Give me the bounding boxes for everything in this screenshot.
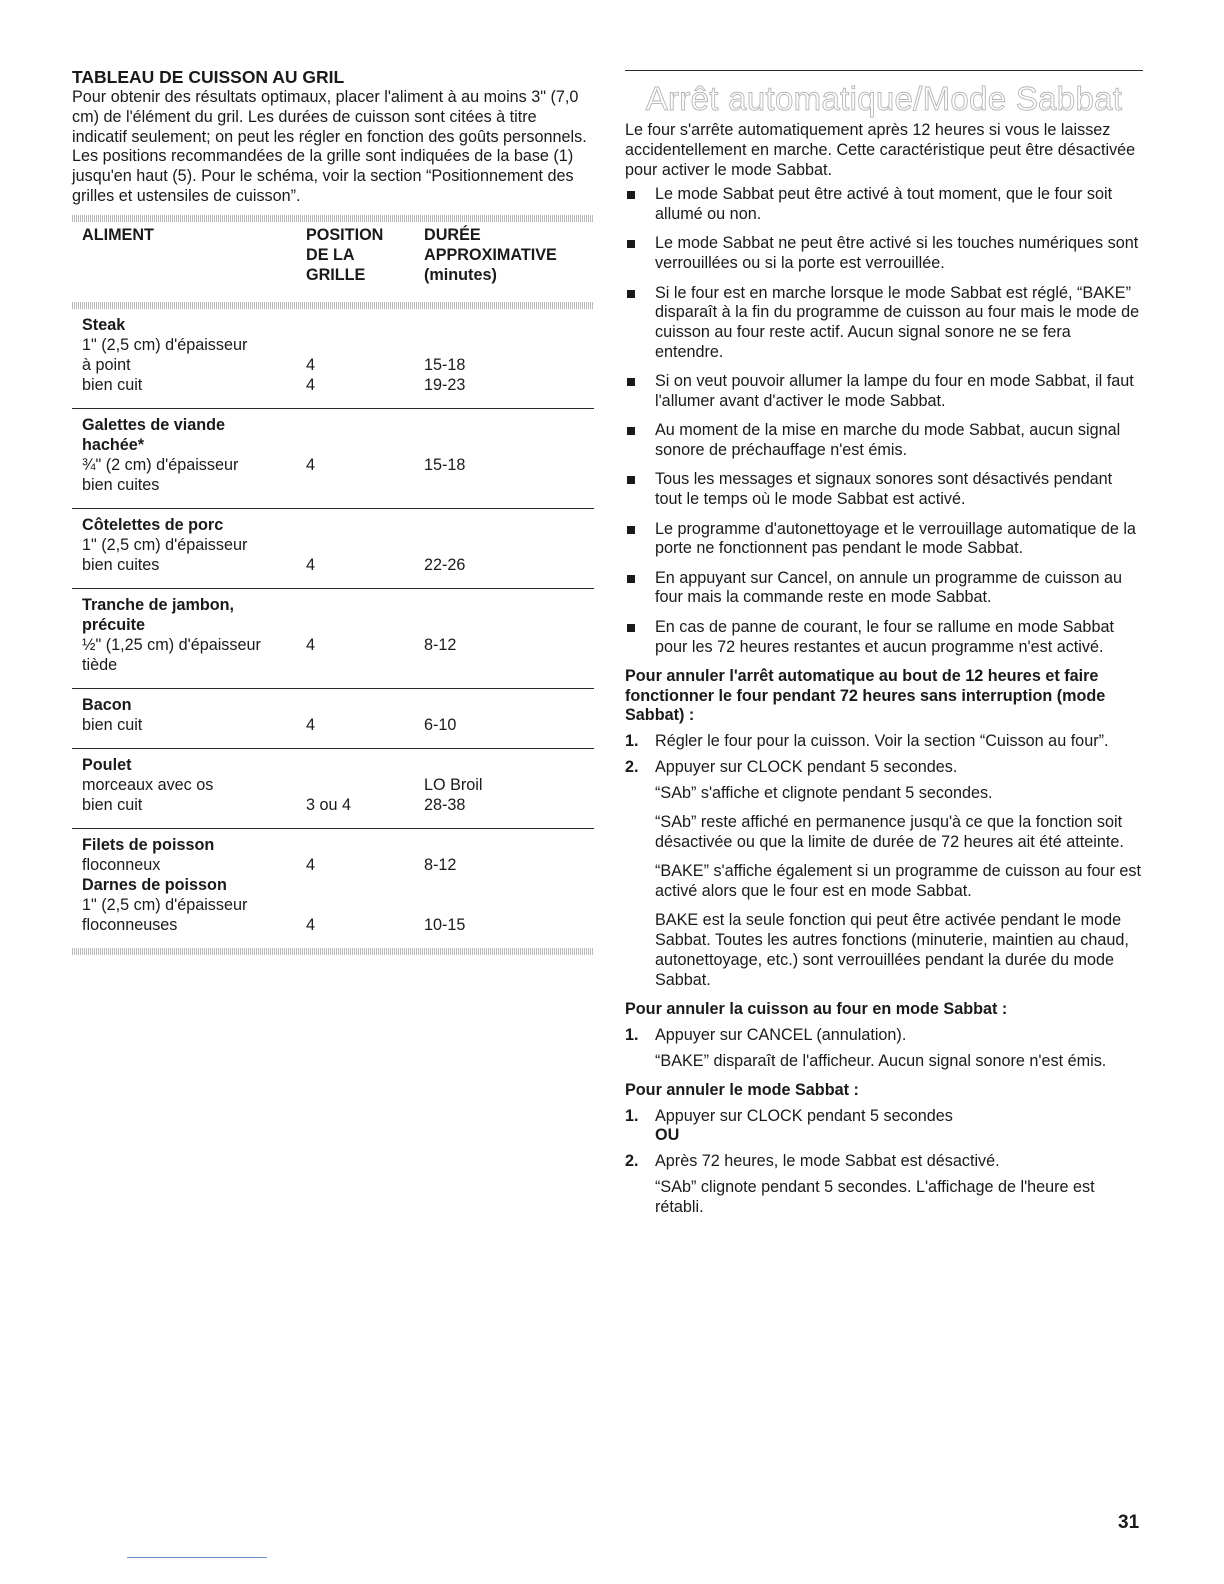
bullet-square-icon [627, 240, 635, 248]
bullet-square-icon [627, 290, 635, 298]
broil-chart-intro: Pour obtenir des résultats optimaux, placer l'aliment à au moins 3" (7,0 cm) de l'élément du gril. Les durées de cuisson sont citées à titre indicatif seulement; on peut les régler en fonction des goûts personnels. Les positions recommandées de la grille sont indiquées de la base (1) jusqu'en haut (5). Pour le schéma, voir la section “Positionnement des grilles et ustensiles de cuisson”. [72, 88, 587, 205]
bullet-square-icon [627, 526, 635, 534]
section1-note: “BAKE” s'affiche également si un programme de cuisson au four est activé alors que le four est en mode Sabbat. [655, 862, 1141, 900]
table-row [72, 828, 594, 948]
table-row [72, 588, 594, 688]
bullet-square-icon [627, 476, 635, 484]
list-item [625, 234, 1143, 274]
table-row [72, 688, 594, 748]
section1-note: “SAb” s'affiche et clignote pendant 5 secondes. [655, 783, 993, 802]
step-text: Après 72 heures, le mode Sabbat est désactivé. [655, 1152, 1000, 1171]
food-position: 4 [306, 715, 316, 734]
bullet-text: Si le four est en marche lorsque le mode Sabbat est réglé, “BAKE” disparaît à la fin du programme de cuisson au four mais le mode de cuisson au four reste actif. Aucun signal sonore ne se fera entendre. [655, 283, 1140, 361]
section3-heading: Pour annuler le mode Sabbat : [625, 1080, 859, 1099]
food-detail: ½" (1,25 cm) d'épaisseur tiède [82, 635, 261, 674]
step-number: 1. [625, 1106, 639, 1125]
food-detail-2: 1" (2,5 cm) d'épaisseur floconneuses [82, 895, 248, 934]
step-number: 2. [625, 758, 639, 777]
bullet-text: Si on veut pouvoir allumer la lampe du four en mode Sabbat, il faut l'allumer avant d'activer le mode Sabbat. [655, 372, 1134, 411]
list-item [625, 185, 1143, 225]
section2-note: “BAKE” disparaît de l'afficheur. Aucun signal sonore n'est émis. [655, 1051, 1107, 1070]
section3-step-1 [625, 1107, 1143, 1147]
bullet-text: Le mode Sabbat ne peut être activé si les touches numériques sont verrouillées ou si la porte est verrouillée. [655, 234, 1139, 273]
bullet-text: Le mode Sabbat peut être activé à tout moment, que le four soit allumé ou non. [655, 185, 1113, 224]
list-item [625, 470, 1143, 510]
food-title: Bacon [82, 695, 132, 714]
food-detail: floconneux [82, 855, 161, 874]
table-row [72, 309, 594, 409]
food-time: 15-18 19-23 [424, 355, 466, 394]
food-time: 8-12 [424, 855, 457, 874]
section2-step-1 [625, 1026, 1143, 1046]
section1-heading: Pour annuler l'arrêt automatique au bout de 12 heures et faire fonctionner le four pendant 72 heures sans interruption (mode Sabbat) : [625, 666, 1106, 725]
bullet-text: Au moment de la mise en marche du mode Sabbat, aucun signal sonore de préchauffage n'est émis. [655, 421, 1121, 460]
bullet-text: Tous les messages et signaux sonores sont désactivés pendant tout le temps où le mode Sabbat est activé. [655, 470, 1113, 509]
table-bottom-rule [72, 948, 594, 955]
food-detail: bien cuit [82, 715, 143, 734]
broil-chart-title: TABLEAU DE CUISSON AU GRIL [72, 67, 345, 87]
sabbath-intro: Le four s'arrête automatiquement après 12 heures si vous le laissez accidentellement en marche. Cette caractéristique peut être désactivée pour activer le mode Sabbat. [625, 121, 1136, 179]
food-position: 4 4 [306, 355, 316, 394]
header-food-text: ALIMENT [82, 225, 154, 244]
food-title: Steak [82, 315, 126, 334]
section1-step-1 [625, 732, 1143, 752]
bullet-text: En cas de panne de courant, le four se rallume en mode Sabbat pour les 72 heures restantes et aucun programme n'est activé. [655, 617, 1114, 656]
table-header-row [72, 222, 594, 302]
list-item [625, 421, 1143, 461]
food-title-2: Darnes de poisson [82, 875, 227, 894]
food-position: 4 [306, 555, 316, 574]
step-number: 1. [625, 1025, 639, 1044]
food-detail: ¾" (2 cm) d'épaisseur bien cuites [82, 455, 239, 494]
food-title: Tranche de jambon, précuite [82, 595, 235, 634]
food-time: 8-12 [424, 635, 457, 654]
section1-note: “SAb” reste affiché en permanence jusqu'à ce que la fonction soit désactivée ou que la limite de durée de 72 heures ait été atteinte. [655, 813, 1124, 851]
step-text: Régler le four pour la cuisson. Voir la section “Cuisson au four”. [655, 732, 1109, 751]
section1-step-2 [625, 758, 1143, 778]
food-detail: morceaux avec os bien cuit [82, 775, 214, 814]
header-time-text: DURÉE APPROXIMATIVE (minutes) [424, 225, 557, 284]
food-time: 15-18 [424, 455, 466, 474]
food-time: 22-26 [424, 555, 466, 574]
food-position: 3 ou 4 [306, 795, 352, 814]
section3-note: “SAb” clignote pendant 5 secondes. L'affichage de l'heure est rétabli. [655, 1178, 1095, 1216]
food-title: Côtelettes de porc [82, 515, 224, 534]
sabbath-bullets [625, 185, 1143, 657]
footer-blue-line [127, 1557, 267, 1558]
bullet-square-icon [627, 427, 635, 435]
table-row [72, 508, 594, 588]
food-time-2: 10-15 [424, 915, 466, 934]
list-item [625, 520, 1143, 560]
table-top-rule [72, 215, 594, 222]
section2-heading: Pour annuler la cuisson au four en mode Sabbat : [625, 999, 1008, 1018]
broil-chart-section [72, 66, 594, 955]
bullet-square-icon [627, 575, 635, 583]
header-food [72, 222, 306, 302]
step-text: Appuyer sur CANCEL (annulation). [655, 1025, 907, 1044]
sabbath-title: Arrêt automatique/Mode Sabbat [645, 80, 1123, 117]
section1-note: BAKE est la seule fonction qui peut être activée pendant le mode Sabbat. Toutes les autres fonctions (minuterie, maintien au chaud, autonettoyage, etc.) sont verrouillées pendant la durée du mode Sabbat. [655, 911, 1129, 989]
food-position: 4 [306, 635, 316, 654]
sabbath-section [625, 70, 1143, 1227]
step-number: 1. [625, 732, 639, 751]
food-title: Filets de poisson [82, 835, 215, 854]
food-position-2: 4 [306, 915, 316, 934]
list-item [625, 284, 1143, 363]
bullet-text: Le programme d'autonettoyage et le verrouillage automatique de la porte ne fonctionnent pas pendant le mode Sabbat. [655, 519, 1136, 558]
step-text: Appuyer sur CLOCK pendant 5 secondes. [655, 758, 958, 777]
bullet-square-icon [627, 191, 635, 199]
bullet-square-icon [627, 378, 635, 386]
food-time: LO Broil 28-38 [424, 775, 483, 814]
list-item [625, 372, 1143, 412]
header-hatch-rule [72, 302, 594, 309]
header-time [424, 222, 594, 302]
bullet-square-icon [627, 624, 635, 632]
food-position: 4 [306, 855, 316, 874]
step-text: Appuyer sur CLOCK pendant 5 secondes [655, 1106, 953, 1125]
bullet-text: En appuyant sur Cancel, on annule un programme de cuisson au four mais la commande reste en mode Sabbat. [655, 568, 1123, 607]
food-position: 4 [306, 455, 316, 474]
section-top-rule [625, 70, 1143, 71]
header-position [306, 222, 424, 302]
section3-step-2 [625, 1152, 1143, 1172]
header-position-text: POSITION DE LA GRILLE [306, 225, 384, 284]
food-detail: 1" (2,5 cm) d'épaisseur à point bien cuit [82, 335, 248, 394]
list-item [625, 569, 1143, 609]
food-detail: 1" (2,5 cm) d'épaisseur bien cuites [82, 535, 248, 574]
table-row [72, 408, 594, 508]
food-title: Galettes de viande hachée* [82, 415, 226, 454]
food-title: Poulet [82, 755, 132, 774]
list-item [625, 618, 1143, 658]
broil-table [72, 222, 594, 948]
page-number: 31 [1118, 1512, 1140, 1533]
or-label: OU [655, 1126, 680, 1145]
table-row [72, 748, 594, 828]
step-number: 2. [625, 1152, 639, 1171]
food-time: 6-10 [424, 715, 457, 734]
